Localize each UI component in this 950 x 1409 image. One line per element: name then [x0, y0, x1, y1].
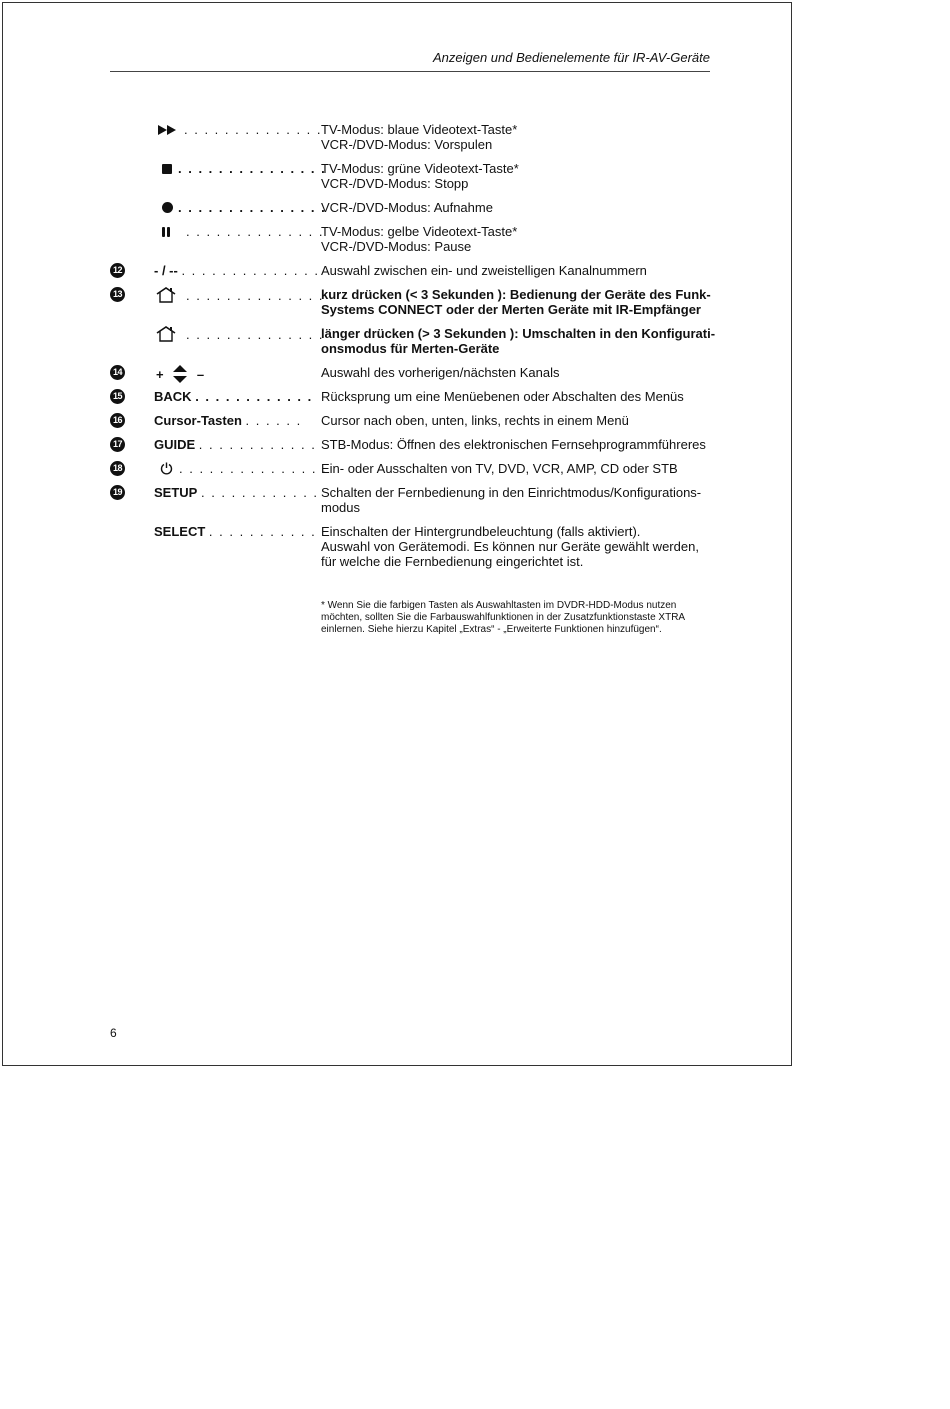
- key-label: SELECT: [154, 524, 206, 539]
- description: kurz drücken (< 3 Sekunden ): Bedienung der Geräte des Funk- Systems CONNECT oder der Merten Geräte mit IR-Empfänger: [321, 287, 711, 317]
- home-icon: [156, 287, 176, 306]
- description: Cursor nach oben, unten, links, rechts in einem Menü: [321, 413, 629, 428]
- description: VCR-/DVD-Modus: Aufnahme: [321, 200, 493, 215]
- plus-label: +: [156, 366, 164, 382]
- item-number: 18: [110, 461, 125, 476]
- leader-dots: . . . . . . . . . . . .: [195, 389, 313, 404]
- leader-dots: . . . . . . . . . . . . . .: [181, 263, 320, 278]
- key-label: GUIDE: [154, 437, 196, 452]
- pause-icon: [162, 225, 170, 240]
- description: länger drücken (> 3 Sekunden ): Umschalten in den Konfigurati- onsmodus für Merten-Geräte: [321, 326, 716, 356]
- record-icon: [162, 201, 173, 216]
- key-label: SETUP: [154, 485, 198, 500]
- leader-dots: . . . . . .: [245, 413, 302, 428]
- leader-dots: . . . . . . . . . . .: [208, 524, 317, 539]
- minus-label: –: [196, 366, 205, 382]
- page-header: Anzeigen und Bedienelemente für IR-AV-Geräte: [432, 50, 710, 65]
- item-number: 16: [110, 413, 125, 428]
- fast-forward-icon: [158, 123, 176, 138]
- leader-dots: . . . . . . . . . . . . . . .: [179, 461, 328, 476]
- description: STB-Modus: Öffnen des elektronischen Fernsehprogrammführeres: [321, 437, 706, 452]
- key-label: - / --: [154, 263, 178, 278]
- leader-dots: . . . . . . . . . . . .: [198, 437, 317, 452]
- item-number: 15: [110, 389, 125, 404]
- description: Auswahl zwischen ein- und zweistelligen Kanalnummern: [321, 263, 647, 278]
- description: Einschalten der Hintergrundbeleuchtung (falls aktiviert). Auswahl von Gerätemodi. Es können nur Geräte gewählt werden, für welche die Fernbedienung eingerichtet ist.: [321, 524, 699, 569]
- page-number: 6: [110, 1026, 117, 1040]
- description: Rücksprung um eine Menüebenen oder Abschalten des Menüs: [321, 389, 684, 404]
- key-label: BACK: [154, 389, 192, 404]
- leader-dots: . . . . . . . . . . . . . .: [186, 224, 325, 239]
- leader-dots: . . . . . . . . . . . . . . .: [178, 200, 327, 215]
- leader-dots: . . . . . . . . . . . .: [200, 485, 319, 500]
- item-number: 14: [110, 365, 125, 380]
- leader-dots: . . . . . . . . . . . . . .: [186, 287, 325, 303]
- home-icon: [156, 326, 176, 345]
- description: TV-Modus: grüne Videotext-Taste* VCR-/DVD-Modus: Stopp: [321, 161, 519, 191]
- description: Ein- oder Ausschalten von TV, DVD, VCR, AMP, CD oder STB: [321, 461, 678, 476]
- stop-icon: [162, 162, 172, 177]
- leader-dots: . . . . . . . . . . . . . . .: [178, 161, 327, 176]
- leader-dots: . . . . . . . . . . . . . .: [186, 326, 325, 342]
- description: TV-Modus: gelbe Videotext-Taste* VCR-/DVD-Modus: Pause: [321, 224, 518, 254]
- item-number: 13: [110, 287, 125, 302]
- description: Auswahl des vorherigen/nächsten Kanals: [321, 365, 560, 380]
- header-rule: [110, 71, 710, 72]
- key-label: Cursor-Tasten: [154, 413, 242, 428]
- footnote: * Wenn Sie die farbigen Tasten als Auswahltasten im DVDR-HDD-Modus nutzen möchten, sollten Sie die Farbauswahlfunktionen in der Zusatzfunktionstaste XTRA einlernen. Siehe hierzu Kapitel „Extras“ - „Erweiterte Funktionen hinzufügen“.: [321, 600, 686, 635]
- item-number: 12: [110, 263, 125, 278]
- up-down-arrows-icon: [173, 365, 187, 386]
- item-number: 19: [110, 485, 125, 500]
- description: Schalten der Fernbedienung in den Einrichtmodus/Konfigurations- modus: [321, 485, 702, 515]
- leader-dots: . . . . . . . . . . . . . .: [184, 122, 323, 137]
- power-icon: [160, 462, 173, 478]
- item-number: 17: [110, 437, 125, 452]
- description: TV-Modus: blaue Videotext-Taste* VCR-/DVD-Modus: Vorspulen: [321, 122, 518, 152]
